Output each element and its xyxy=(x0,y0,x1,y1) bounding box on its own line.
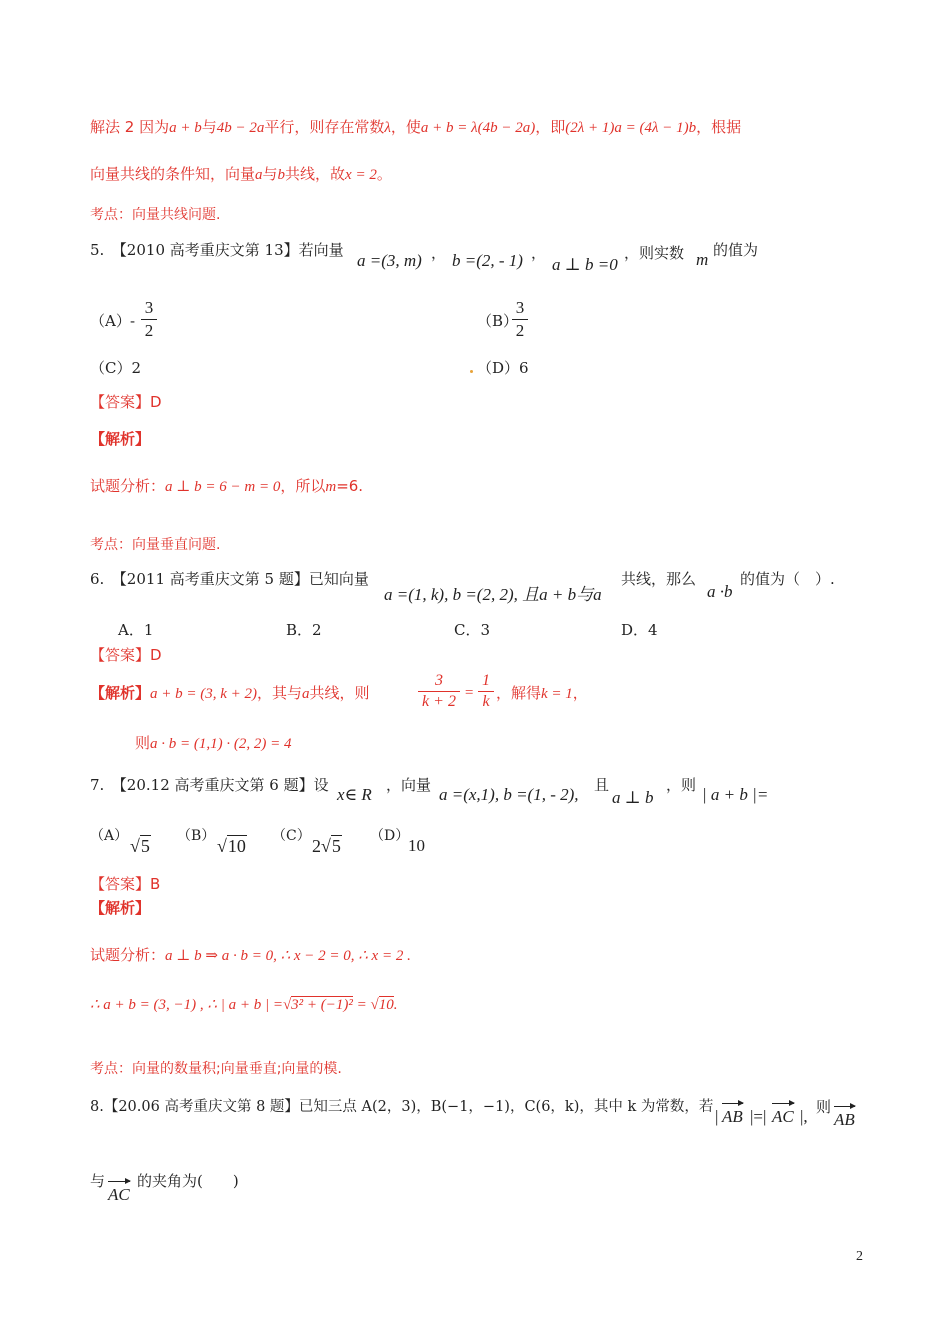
q8-line2-b: 的夹角为( ) xyxy=(137,1172,239,1190)
sol2-math: x = 2 xyxy=(345,167,377,183)
q5-optB-label: （B） xyxy=(477,312,519,330)
q7-expr3: a ⊥ b xyxy=(612,788,654,807)
q7-analysis-line1 xyxy=(90,945,411,966)
vector-arrow-icon xyxy=(772,1103,794,1104)
fraction-bar xyxy=(512,319,528,320)
q7-mid2: 且 xyxy=(594,776,610,794)
q5-optB-fraction xyxy=(512,298,528,341)
sol2-text: 。 xyxy=(376,165,392,183)
q5-stem: 5. 【2010 高考重庆文第 13】若向量 xyxy=(90,241,344,259)
sqrt-icon: √ xyxy=(130,836,140,856)
q6-tail: 的值为（ ）. xyxy=(740,570,835,588)
q6-frac1 xyxy=(418,672,460,711)
q7-expr2: a =(x,1), b =(1, - 2), xyxy=(439,785,579,804)
fraction-bar xyxy=(418,691,460,692)
q8-vec-ac xyxy=(772,1107,794,1127)
jiexi-math: a + b = (3, k + 2) xyxy=(150,686,258,702)
vector-label: AC xyxy=(108,1185,130,1204)
q7-optD: 10 xyxy=(408,836,425,855)
q6-optD: D．4 xyxy=(621,621,658,639)
q6-expr: a =(1, k), b =(2, 2), 且a + b与a xyxy=(384,585,602,604)
vector-label: AB xyxy=(834,1110,855,1129)
stray-dot xyxy=(470,370,473,373)
jiexi-text: 共线，则 xyxy=(309,684,370,702)
jiexi-text: ， xyxy=(572,684,588,702)
q7-optA xyxy=(130,836,151,857)
q7-optC xyxy=(312,836,342,857)
q5-optA-label: （A） xyxy=(90,312,131,330)
analysis-math: ∴ a + b = (3, −1) , ∴ | a + b | = xyxy=(90,997,283,1013)
q7-optC-label: （C） xyxy=(272,828,311,844)
q6-optB: B．2 xyxy=(286,621,322,639)
q7-mid3: ，则 xyxy=(666,776,697,794)
radicand: 10 xyxy=(378,997,394,1013)
jiexi-text: ，解得 xyxy=(496,684,542,702)
fraction-denominator: k xyxy=(482,693,490,710)
q7-stem: 7. 【20.12 高考重庆文第 6 题】设 xyxy=(90,776,329,794)
vector-arrow-icon xyxy=(108,1181,130,1182)
sqrt-icon: √ xyxy=(217,836,227,856)
analysis-math: a ⊥ b ⇒ a · b = 0, ∴ x − 2 = 0, ∴ x = 2 . xyxy=(165,948,411,964)
analysis-label: 试题分析： xyxy=(90,946,166,964)
sol2-text: 与 xyxy=(262,165,278,183)
sol2-text: 向量共线的条件知，向量 xyxy=(90,165,256,183)
sol2-line1 xyxy=(90,117,741,138)
sol2-math: a + b xyxy=(169,120,202,136)
fraction-denominator: 2 xyxy=(144,321,154,340)
analysis-math: . xyxy=(393,997,398,1013)
sol2-text: 与 xyxy=(201,118,217,136)
jiexi-math: a · b = (1,1) · (2, 2) = 4 xyxy=(150,736,292,752)
q8-vec-ab xyxy=(722,1107,743,1127)
q7-mid1: ，向量 xyxy=(386,776,432,794)
q7-jiexi: 【解析】 xyxy=(90,899,151,917)
q7-optA-label: （A） xyxy=(90,828,129,844)
abs-bar: | xyxy=(715,1107,719,1126)
q8-line2-a: 与 xyxy=(90,1172,106,1190)
q5-answer: 【答案】D xyxy=(90,393,162,411)
q7-analysis-line2 xyxy=(90,995,398,1015)
q8-vec-ac2 xyxy=(108,1185,130,1205)
q7-kaodian: 考点：向量的数量积;向量垂直;向量的模. xyxy=(90,1061,342,1077)
sol2-text: ，即 xyxy=(535,118,566,136)
sqrt-icon: √ xyxy=(321,836,331,856)
radicand: 10 xyxy=(227,836,246,856)
q6-eq: = xyxy=(464,685,475,701)
sol2-math: a xyxy=(255,167,263,183)
radicand: 5 xyxy=(331,836,341,856)
fraction-bar xyxy=(478,691,494,692)
q5-expr1: a =(3, m) xyxy=(357,251,422,270)
radicand: 3² + (−1)² xyxy=(291,997,353,1013)
q8-vec-ab2 xyxy=(834,1110,855,1130)
fraction-bar xyxy=(141,319,157,320)
sol2-text: ，根据 xyxy=(696,118,742,136)
sol2-math: b xyxy=(277,167,286,183)
analysis-math: a ⊥ b = 6 − m = 0 xyxy=(165,479,281,495)
sol2-text: 共线，故 xyxy=(285,165,346,183)
q7-expr4: | a + b |= xyxy=(702,785,769,804)
sol2-text: 解法 2 因为 xyxy=(90,118,170,136)
analysis-label: 试题分析： xyxy=(90,477,166,495)
sol2-line2 xyxy=(90,164,392,185)
jiexi-math: a xyxy=(302,686,310,702)
fraction-numerator: 3 xyxy=(435,672,443,689)
analysis-math: m xyxy=(325,479,337,495)
q6-frac2 xyxy=(478,672,494,711)
q6-answer: 【答案】D xyxy=(90,646,162,664)
q5-tail: 的值为 xyxy=(713,241,759,259)
vector-arrow-icon xyxy=(834,1106,855,1107)
sol2-math: (2λ + 1)a = (4λ − 1)b xyxy=(565,120,697,136)
q6-optA: A．1 xyxy=(118,621,154,639)
coefficient: 2 xyxy=(312,836,321,856)
radicand: 5 xyxy=(140,836,150,856)
fraction-denominator: k + 2 xyxy=(422,693,456,710)
q5-analysis xyxy=(90,476,363,497)
sol2-kaodian: 考点：向量共线问题. xyxy=(90,207,221,223)
vector-arrow-icon xyxy=(722,1103,743,1104)
page-number: 2 xyxy=(856,1249,863,1264)
fraction-numerator: 1 xyxy=(482,672,490,689)
q6-expr2: a ·b xyxy=(707,582,733,601)
jiexi-math: k = 1 xyxy=(541,686,573,702)
q6-jiexi-tail xyxy=(496,683,588,704)
q7-optD-label: （D） xyxy=(370,828,410,844)
q5-optA-fraction xyxy=(141,298,157,341)
q7-optB xyxy=(217,836,247,857)
jiexi-text: 则 xyxy=(135,734,151,752)
q7-optB-label: （B） xyxy=(177,828,216,844)
sol2-math: λ xyxy=(384,120,391,136)
q6-optC: C．3 xyxy=(454,621,491,639)
q5-optD: （D）6 xyxy=(477,359,529,377)
q5-jiexi: 【解析】 xyxy=(90,430,151,448)
q5-optA-sign: - xyxy=(130,312,136,330)
sol2-text: ，使 xyxy=(390,118,421,136)
q5-kaodian: 考点：向量垂直问题. xyxy=(90,537,221,553)
vector-label: AC xyxy=(772,1107,794,1126)
q6-stem: 6. 【2011 高考重庆文第 5 题】已知向量 xyxy=(90,570,369,588)
vector-label: AB xyxy=(722,1107,743,1126)
sqrt-icon: √ xyxy=(370,997,379,1013)
jiexi-text: ，其与 xyxy=(257,684,303,702)
sol2-math: a + b = λ(4b − 2a) xyxy=(420,120,536,136)
analysis-math: = xyxy=(356,997,367,1013)
abs-bar: |=| xyxy=(750,1107,767,1126)
fraction-numerator: 3 xyxy=(144,298,154,317)
analysis-text: =6. xyxy=(336,477,364,495)
q5-expr2: b =(2, - 1) xyxy=(452,251,523,270)
q6-jiexi-line2 xyxy=(135,733,292,754)
fraction-denominator: 2 xyxy=(515,321,525,340)
q5-optC: （C）2 xyxy=(90,359,142,377)
jiexi-label: 【解析】 xyxy=(90,684,151,702)
q8-then: 则 xyxy=(816,1098,832,1116)
q5-expr3: a ⊥ b =0 xyxy=(552,255,618,274)
q8-stem: 8.【20.06 高考重庆文第 8 题】已知三点 A(2，3)，B(−1，−1)，C(6，k)，其中 k 为常数，若 xyxy=(90,1099,714,1115)
q6-mid: 共线，那么 xyxy=(621,570,697,588)
fraction-numerator: 3 xyxy=(515,298,525,317)
abs-bar: |, xyxy=(800,1107,808,1126)
q5-var: m xyxy=(696,250,709,269)
sol2-text: 平行，则存在常数 xyxy=(264,118,385,136)
q5-text: ，则实数 xyxy=(624,244,685,262)
q7-answer: 【答案】B xyxy=(90,875,161,893)
q6-jiexi-line1 xyxy=(90,683,370,704)
q5-comma: ， xyxy=(431,244,447,262)
sol2-math: 4b − 2a xyxy=(216,120,265,136)
analysis-text: ，所以 xyxy=(280,477,326,495)
sqrt-icon: √ xyxy=(282,997,292,1013)
q5-comma: ， xyxy=(531,244,547,262)
q7-expr1: x∈ R xyxy=(337,785,372,804)
